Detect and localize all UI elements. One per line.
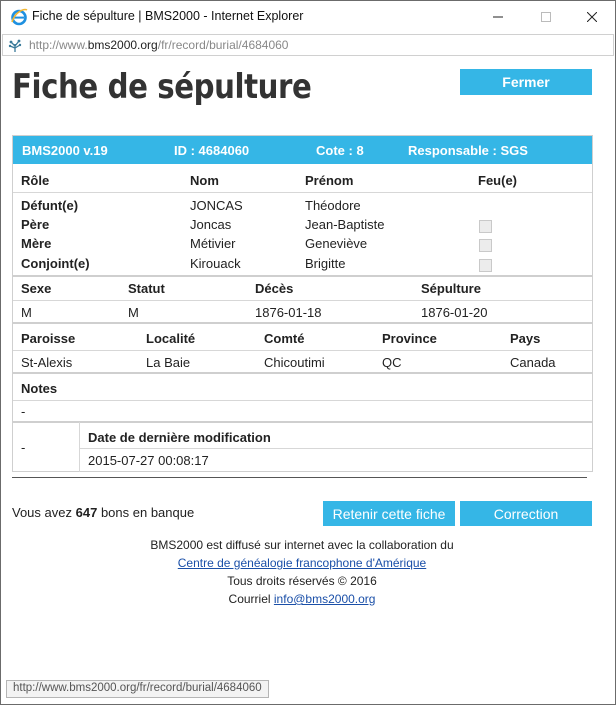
person-nom: Kirouack (190, 256, 241, 271)
column-divider (79, 422, 80, 472)
person-prenom: Brigitte (305, 256, 346, 271)
page-title: Fiche de sépulture (12, 67, 312, 107)
notes-header: Notes (21, 381, 58, 396)
col-pays: Pays (510, 331, 541, 346)
comte-value: Chicoutimi (264, 355, 325, 370)
person-nom: Métivier (190, 236, 236, 251)
section-divider (13, 372, 592, 374)
maximize-button[interactable] (523, 1, 569, 33)
page-content (2, 57, 614, 697)
person-role: Mère (21, 236, 52, 251)
col-province: Province (382, 331, 437, 346)
col-statut: Statut (128, 281, 165, 296)
sepulture-value: 1876-01-20 (421, 305, 488, 320)
bank-count: 647 (75, 505, 98, 520)
person-nom: Joncas (190, 217, 232, 232)
province-value: QC (382, 355, 402, 370)
site-favicon-icon (7, 37, 23, 53)
deces-value: 1876-01-18 (255, 305, 322, 320)
person-prenom: Théodore (305, 198, 361, 213)
sexe-value: M (21, 305, 32, 320)
feu-checkbox (479, 259, 492, 272)
modification-value: 2015-07-27 00:08:17 (88, 453, 209, 468)
person-role: Défunt(e) (21, 198, 79, 213)
person-role: Conjoint(e) (21, 256, 90, 271)
col-sexe: Sexe (21, 281, 52, 296)
retain-record-button[interactable]: Retenir cette fiche (323, 501, 455, 526)
status-bar: http://www.bms2000.org/fr/record/burial/4684060 (6, 680, 269, 698)
modification-header: Date de dernière modification (88, 430, 271, 445)
window-title: Fiche de sépulture | BMS2000 - Internet Explorer (32, 9, 304, 23)
divider (13, 192, 592, 193)
modification-left-value: - (21, 440, 26, 455)
title-bar (1, 1, 615, 33)
email-link[interactable]: info@bms2000.org (273, 592, 376, 606)
col-nom: Nom (190, 173, 219, 188)
correction-button[interactable]: Correction (460, 501, 592, 526)
divider (13, 300, 592, 301)
feu-checkbox (479, 239, 492, 252)
localite-value: La Baie (146, 355, 191, 370)
close-button[interactable]: Fermer (460, 69, 592, 95)
internet-explorer-icon (10, 8, 28, 26)
person-prenom: Jean-Baptiste (305, 217, 385, 232)
col-paroisse: Paroisse (21, 331, 76, 346)
maximize-icon (541, 12, 551, 22)
record-header (13, 136, 592, 164)
col-sepulture: Sépulture (421, 281, 481, 296)
minimize-button[interactable] (475, 1, 521, 33)
statut-value: M (128, 305, 139, 320)
divider (79, 448, 592, 449)
footer-line-partner (2, 556, 602, 570)
section-divider (13, 421, 592, 423)
close-window-button[interactable] (569, 1, 615, 33)
version-label: BMS2000 v.19 (22, 143, 108, 158)
footer-copyright: Tous droits réservés © 2016 (227, 574, 377, 588)
record-cote: Cote : 8 (316, 143, 364, 158)
person-prenom: Geneviève (305, 236, 368, 251)
partner-link[interactable]: Centre de généalogie francophone d'Amérique (177, 556, 427, 570)
horizontal-rule (12, 477, 587, 478)
divider (13, 400, 592, 401)
col-role: Rôle (21, 173, 50, 188)
col-localite: Localité (146, 331, 196, 346)
record-responsable: Responsable : SGS (408, 143, 528, 158)
paroisse-value: St-Alexis (21, 355, 73, 370)
col-feu: Feu(e) (478, 173, 517, 188)
close-icon (587, 12, 597, 22)
notes-value: - (21, 404, 26, 419)
address-url[interactable]: http://www.bms2000.org/fr/record/burial/4684060 (29, 38, 289, 52)
person-role: Père (21, 217, 50, 232)
pays-value: Canada (510, 355, 556, 370)
divider (13, 350, 592, 351)
record-panel (12, 135, 593, 472)
col-deces: Décès (255, 281, 294, 296)
record-id: ID : 4684060 (174, 143, 250, 158)
section-divider (13, 275, 592, 277)
footer-contact: Courriel info@bms2000.org (228, 592, 376, 606)
person-nom: JONCAS (190, 198, 243, 213)
address-bar[interactable] (2, 34, 614, 56)
footer-line-collab: BMS2000 est diffusé sur internet avec la collaboration du (150, 538, 454, 552)
col-comte: Comté (264, 331, 305, 346)
col-prenom: Prénom (305, 173, 354, 188)
feu-checkbox (479, 220, 492, 233)
minimize-icon (493, 12, 503, 22)
bank-balance: Vous avez 647 bons en banque (12, 505, 195, 520)
section-divider (13, 322, 592, 324)
